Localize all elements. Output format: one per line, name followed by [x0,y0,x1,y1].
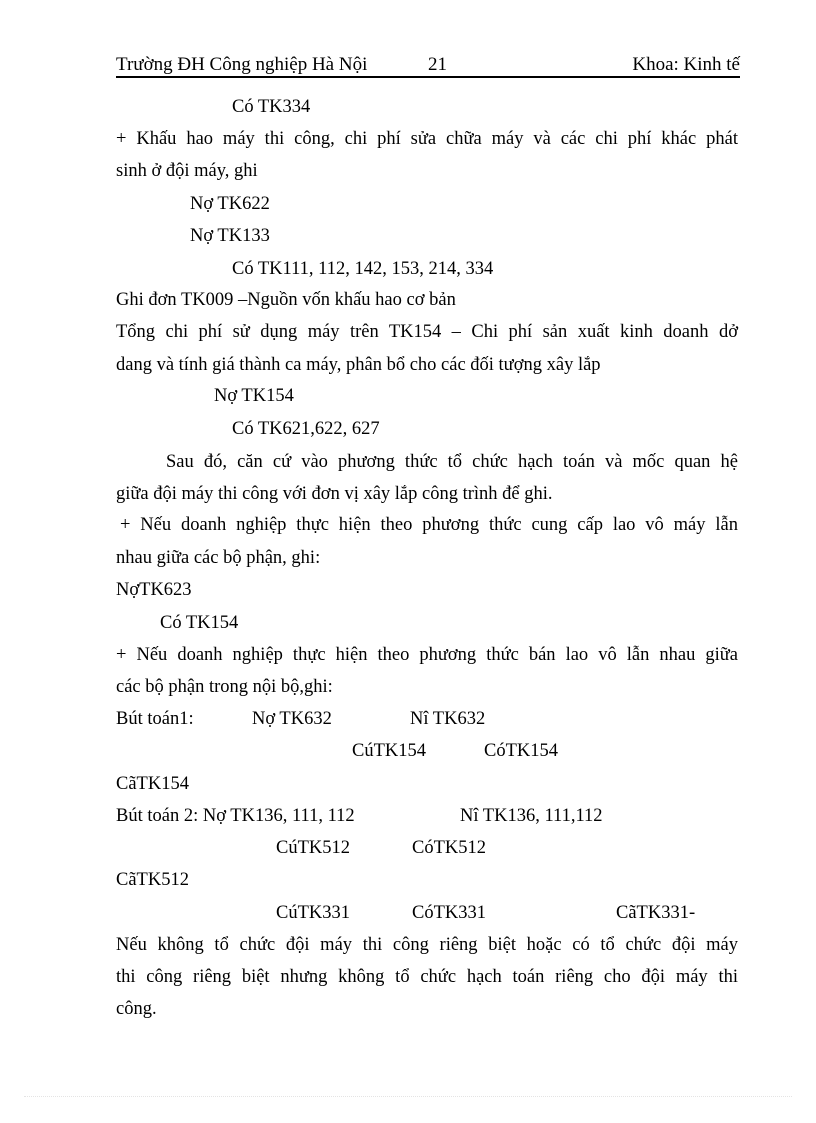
text-line: công. [116,999,157,1019]
header-page-number: 21 [428,54,447,75]
text-line: Nợ TK622 [190,194,270,214]
text-line: + Khấu hao máy thi công, chi phí sửa chữa máy và các chi phí khác phát [116,129,738,149]
text-line: + Nếu doanh nghiệp thực hiện theo phương thức cung cấp lao vô máy lẫn [120,515,738,535]
text-line: CóTK331 [412,903,486,923]
text-line: CãTK512 [116,870,189,890]
text-line: Nợ TK133 [190,226,270,246]
text-line: Nî TK632 [410,709,486,729]
text-line: Nợ TK632 [252,709,332,729]
text-line: các bộ phận trong nội bộ,ghi: [116,677,333,697]
page-bottom-rule [24,1096,792,1097]
text-line: thi công riêng biệt nhưng không tổ chức hạch toán riêng cho đội máy thi [116,967,738,987]
text-line: CãTK154 [116,774,189,794]
text-line: giữa đội máy thi công với đơn vị xây lắp công trình để ghi. [116,484,553,504]
text-line: CúTK331 [276,903,350,923]
text-line: NợTK623 [116,580,192,600]
text-line: + Nếu doanh nghiệp thực hiện theo phương thức bán lao vô lẫn nhau giữa [116,645,738,665]
text-line: Bút toán1: [116,709,194,729]
text-line: CúTK512 [276,838,350,858]
text-line: Nếu không tổ chức đội máy thi công riêng biệt hoặc có tổ chức đội máy [116,935,738,955]
text-line: Nợ TK154 [214,386,294,406]
page-header [116,52,740,78]
text-line: CóTK154 [484,741,558,761]
text-line: Có TK621,622, 627 [232,419,380,439]
text-line: CãTK331- [616,903,696,923]
text-line: Nî TK136, 111,112 [460,806,603,826]
text-line: CúTK154 [352,741,426,761]
text-line: Ghi đơn TK009 –Nguồn vốn khấu hao cơ bản [116,290,456,310]
text-line: dang và tính giá thành ca máy, phân bổ cho các đối tượng xây lắp [116,355,601,375]
text-line: nhau giữa các bộ phận, ghi: [116,548,321,568]
header-faculty: Khoa: Kinh tế [632,54,740,75]
text-line: Có TK111, 112, 142, 153, 214, 334 [232,259,494,279]
header-school-name: Trường ĐH Công nghiệp Hà Nội [116,54,368,75]
text-line: CóTK512 [412,838,486,858]
text-line: Có TK334 [232,97,311,117]
text-line: sinh ở đội máy, ghi [116,161,258,181]
text-line: Có TK154 [160,613,239,633]
text-line: Bút toán 2: Nợ TK136, 111, 112 [116,806,355,826]
text-line: Sau đó, căn cứ vào phương thức tổ chức hạch toán và mốc quan hệ [166,452,738,472]
text-line: Tổng chi phí sử dụng máy trên TK154 – Chi phí sản xuất kinh doanh dở [116,322,738,342]
